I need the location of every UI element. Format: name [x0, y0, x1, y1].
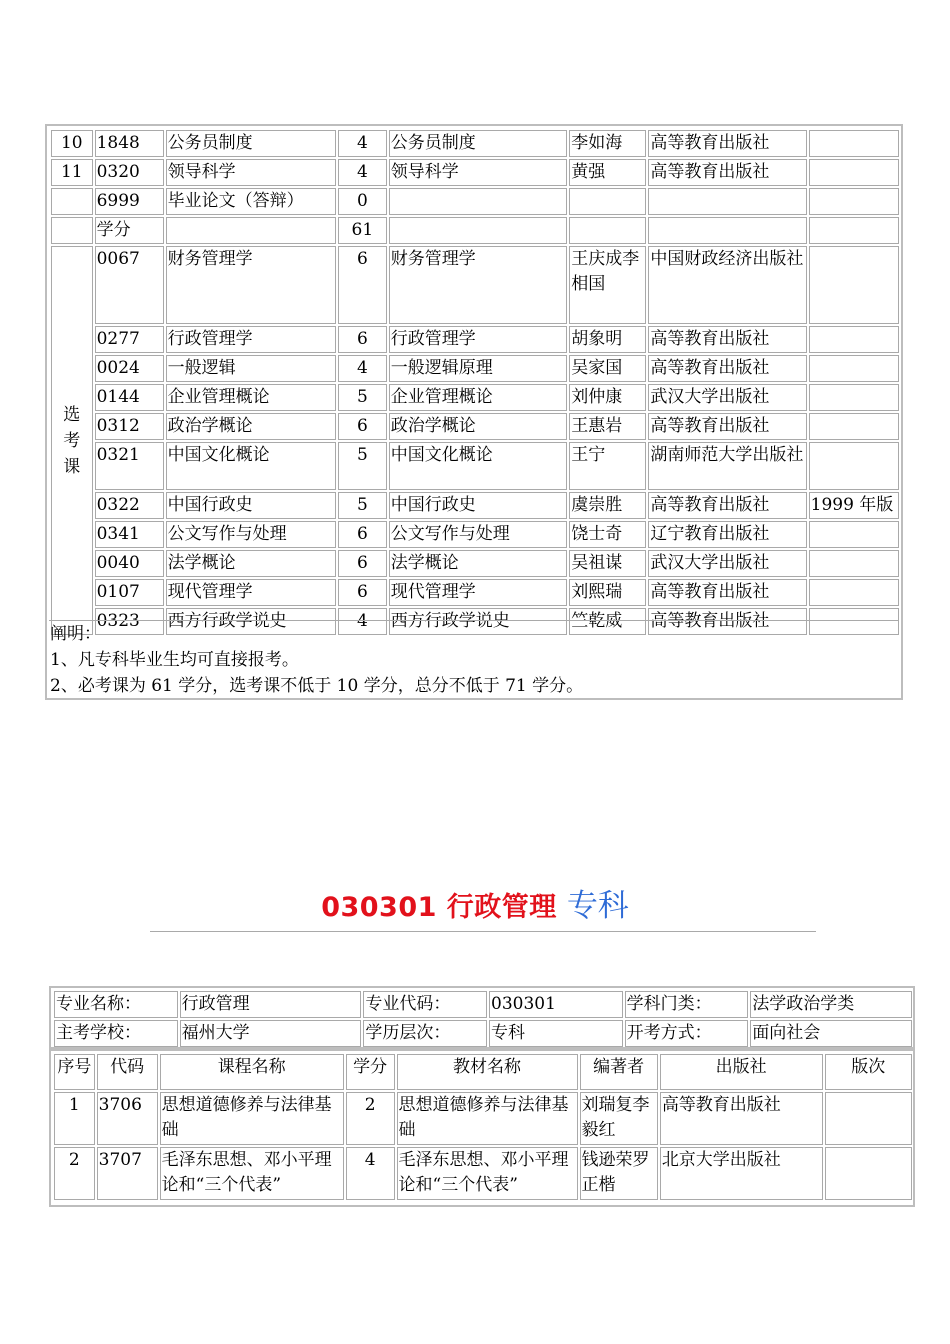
textbook-name: 公务员制度: [389, 130, 568, 157]
course-code: 0341: [95, 521, 164, 548]
course-credit: 6: [338, 246, 387, 324]
publisher: 高等教育出版社: [648, 413, 806, 440]
notes-section: [49, 620, 899, 699]
header-course: 课程名称: [160, 1054, 344, 1090]
info-value: 行政管理: [180, 991, 362, 1018]
education-level-title: 专科: [566, 888, 629, 924]
textbook-name: 法学概论: [389, 550, 568, 577]
table-row: [51, 579, 899, 606]
edition: [809, 246, 899, 324]
course-name: 中国行政史: [166, 492, 336, 519]
author: [569, 188, 646, 215]
course-code: 0144: [95, 384, 164, 411]
table-row: [51, 355, 899, 382]
textbook-name: 企业管理概论: [389, 384, 568, 411]
course-grid: [52, 1052, 914, 1202]
info-label: 专业名称：: [54, 991, 178, 1018]
publisher: 高等教育出版社: [648, 159, 806, 186]
credit-total-label: 学分: [95, 217, 164, 244]
course-name: 政治学概论: [166, 413, 336, 440]
publisher: 高等教育出版社: [648, 608, 806, 635]
course-credit: 6: [338, 521, 387, 548]
edition: [809, 159, 899, 186]
edition: [825, 1147, 913, 1200]
textbook-name: 政治学概论: [389, 413, 568, 440]
credit-total-value: 61: [338, 217, 387, 244]
publisher: 高等教育出版社: [648, 355, 806, 382]
course-code: 0320: [95, 159, 164, 186]
textbook-name: 西方行政学说史: [389, 608, 568, 635]
textbook-name: 中国文化概论: [389, 442, 568, 490]
info-label: 专业代码：: [363, 991, 487, 1018]
edition: [809, 355, 899, 382]
course-name: 现代管理学: [166, 579, 336, 606]
publisher: 武汉大学出版社: [648, 550, 806, 577]
course-code: 0067: [95, 246, 164, 324]
course-credit: 4: [338, 130, 387, 157]
textbook-name: 毛泽东思想、邓小平理论和“三个代表”: [397, 1147, 578, 1200]
author: 钱逊荣罗正楷: [580, 1147, 658, 1200]
publisher: [648, 217, 806, 244]
edition: [809, 579, 899, 606]
edition: [825, 1092, 913, 1145]
course-name: 中国文化概论: [166, 442, 336, 490]
table-row: [51, 413, 899, 440]
course-name: 企业管理概论: [166, 384, 336, 411]
header-textbook: 教材名称: [397, 1054, 578, 1090]
header-author: 编著者: [580, 1054, 658, 1090]
course-name: 毕业论文（答辩）: [166, 188, 336, 215]
course-code: 0323: [95, 608, 164, 635]
course-code: 6999: [95, 188, 164, 215]
row-number: 11: [51, 159, 93, 186]
table-row: [51, 492, 899, 519]
course-credit: 5: [338, 384, 387, 411]
table-row: [51, 188, 899, 215]
textbook-name: 行政管理学: [389, 326, 568, 353]
header-credit: 学分: [346, 1054, 395, 1090]
course-credit: 4: [338, 159, 387, 186]
edition: [809, 442, 899, 490]
author: 王庆成李相国: [569, 246, 646, 324]
publisher: 湖南师范大学出版社: [648, 442, 806, 490]
header-edition: 版次: [825, 1054, 913, 1090]
table-row: [51, 326, 899, 353]
row-number: [51, 217, 93, 244]
major-info-table: [49, 986, 915, 1049]
author: 王宁: [569, 442, 646, 490]
table-row: [54, 1092, 912, 1145]
row-number: 10: [51, 130, 93, 157]
course-name: 西方行政学说史: [166, 608, 336, 635]
course-name: 一般逻辑: [166, 355, 336, 382]
publisher: 高等教育出版社: [660, 1092, 823, 1145]
publisher: 北京大学出版社: [660, 1147, 823, 1200]
elective-courses-label: 选 考 课: [51, 246, 93, 635]
course-name: 毛泽东思想、邓小平理论和“三个代表”: [160, 1147, 344, 1200]
major-info-grid: [52, 989, 914, 1049]
edition: [809, 521, 899, 548]
edition: [809, 384, 899, 411]
course-credit: 5: [338, 492, 387, 519]
author: 黄强: [569, 159, 646, 186]
course-name: 公文写作与处理: [166, 521, 336, 548]
edition: [809, 413, 899, 440]
course-name: 思想道德修养与法律基础: [160, 1092, 344, 1145]
publisher: 武汉大学出版社: [648, 384, 806, 411]
publisher: 辽宁教育出版社: [648, 521, 806, 548]
publisher: 高等教育出版社: [648, 130, 806, 157]
info-value: 专科: [489, 1020, 623, 1047]
course-code: 3706: [97, 1092, 158, 1145]
divider: [150, 931, 816, 932]
row-number: [51, 188, 93, 215]
page-title: [0, 880, 950, 925]
textbook-name: 领导科学: [389, 159, 568, 186]
author: [569, 217, 646, 244]
edition: [809, 217, 899, 244]
table-row: [54, 1147, 912, 1200]
author: 虞崇胜: [569, 492, 646, 519]
table-row: [51, 246, 899, 324]
table-row: [51, 130, 899, 157]
textbook-name: 思想道德修养与法律基础: [397, 1092, 578, 1145]
course-code: 0277: [95, 326, 164, 353]
course-table: [49, 1049, 915, 1207]
header-publisher: 出版社: [660, 1054, 823, 1090]
course-credit: 6: [338, 413, 387, 440]
course-credit: 4: [346, 1147, 395, 1200]
table-row: [54, 1020, 912, 1047]
textbook-name: 现代管理学: [389, 579, 568, 606]
major-code-title: 030301 行政管理: [321, 892, 557, 923]
course-credit: 4: [338, 355, 387, 382]
edition: 1999 年版: [809, 492, 899, 519]
edition: [809, 326, 899, 353]
table-row: [51, 550, 899, 577]
publisher: 高等教育出版社: [648, 492, 806, 519]
author: 李如海: [569, 130, 646, 157]
table-row: [54, 991, 912, 1018]
row-number: 1: [54, 1092, 95, 1145]
course-credit: 5: [338, 442, 387, 490]
textbook-name: 一般逻辑原理: [389, 355, 568, 382]
course-code: 0312: [95, 413, 164, 440]
info-label: 学历层次：: [363, 1020, 487, 1047]
course-credit: 0: [338, 188, 387, 215]
row-number: 2: [54, 1147, 95, 1200]
course-name: 财务管理学: [166, 246, 336, 324]
publisher: 高等教育出版社: [648, 579, 806, 606]
course-code: 0040: [95, 550, 164, 577]
textbook-name: 财务管理学: [389, 246, 568, 324]
edition: [809, 130, 899, 157]
info-label: 开考方式：: [625, 1020, 749, 1047]
textbook-name: [389, 188, 568, 215]
publisher: 中国财政经济出版社: [648, 246, 806, 324]
course-code: 0107: [95, 579, 164, 606]
textbook-name: 公文写作与处理: [389, 521, 568, 548]
table-row: [51, 159, 899, 186]
course-name: [166, 217, 336, 244]
course-code: 0024: [95, 355, 164, 382]
course-code: 0321: [95, 442, 164, 490]
table-row: [51, 384, 899, 411]
table-header-row: [54, 1054, 912, 1090]
info-value: 030301: [489, 991, 623, 1018]
notes-title: 阐明：: [50, 624, 101, 644]
notes-line: 1、凡专科毕业生均可直接报考。: [50, 650, 299, 670]
header-num: 序号: [54, 1054, 95, 1090]
publisher: [648, 188, 806, 215]
textbook-name: [389, 217, 568, 244]
notes-line: 2、必考课为 61 学分，选考课不低于 10 学分，总分不低于 71 学分。: [50, 676, 584, 696]
info-label: 主考学校：: [54, 1020, 178, 1047]
course-name: 领导科学: [166, 159, 336, 186]
header-code: 代码: [97, 1054, 158, 1090]
author: 王惠岩: [569, 413, 646, 440]
course-credit: 2: [346, 1092, 395, 1145]
author: 刘熙瑞: [569, 579, 646, 606]
table-row: [51, 442, 899, 490]
edition: [809, 188, 899, 215]
course-name: 公务员制度: [166, 130, 336, 157]
course-code: 1848: [95, 130, 164, 157]
course-credit: 6: [338, 326, 387, 353]
author: 竺乾威: [569, 608, 646, 635]
author: 吴祖谋: [569, 550, 646, 577]
textbook-name: 中国行政史: [389, 492, 568, 519]
course-code: 0322: [95, 492, 164, 519]
author: 刘瑞复李毅红: [580, 1092, 658, 1145]
author: 吴家国: [569, 355, 646, 382]
edition: [809, 550, 899, 577]
curriculum-table: [49, 128, 901, 637]
curriculum-table-continued: [45, 124, 903, 700]
info-value: 面向社会: [750, 1020, 912, 1047]
author: 饶士奇: [569, 521, 646, 548]
info-label: 学科门类：: [625, 991, 749, 1018]
course-code: 3707: [97, 1147, 158, 1200]
course-name: 法学概论: [166, 550, 336, 577]
course-credit: 6: [338, 579, 387, 606]
author: 胡象明: [569, 326, 646, 353]
table-row: [51, 521, 899, 548]
author: 刘仲康: [569, 384, 646, 411]
course-credit: 6: [338, 550, 387, 577]
info-value: 法学政治学类: [750, 991, 912, 1018]
credit-total-row: [51, 217, 899, 244]
publisher: 高等教育出版社: [648, 326, 806, 353]
course-name: 行政管理学: [166, 326, 336, 353]
course-credit: 4: [338, 608, 387, 635]
info-value: 福州大学: [180, 1020, 362, 1047]
